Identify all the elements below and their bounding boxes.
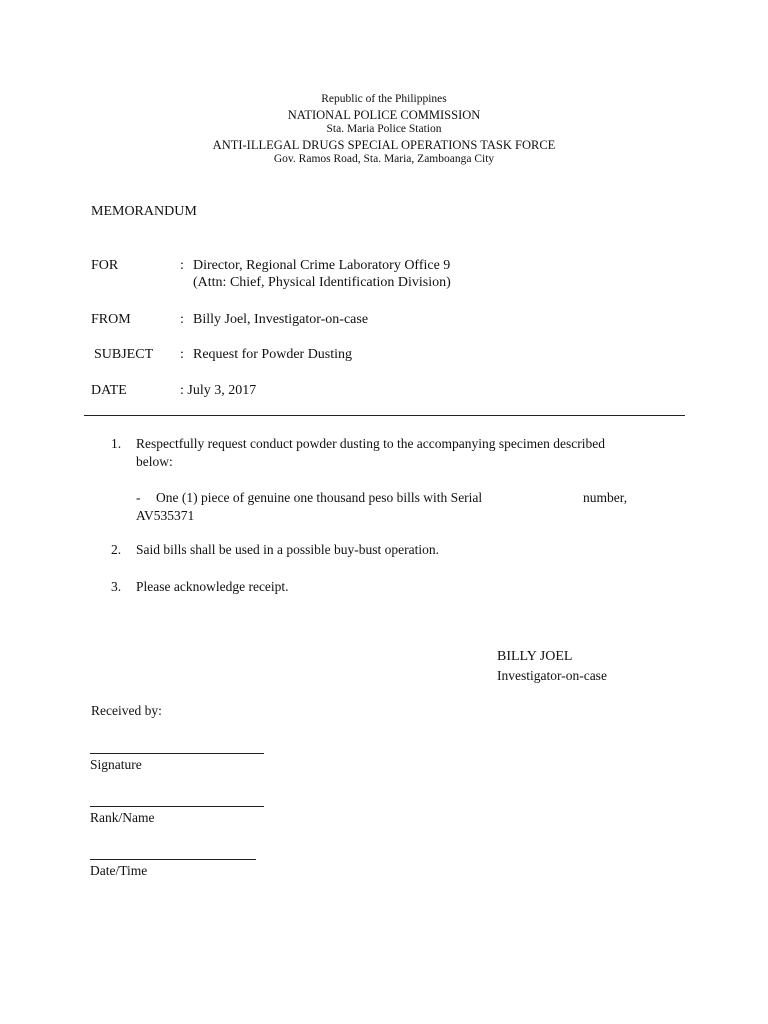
for-label: FOR bbox=[91, 258, 119, 273]
item-1-line-2: below: bbox=[136, 454, 173, 469]
bullet-text: One (1) piece of genuine one thousand peso bills with Serial bbox=[156, 490, 483, 505]
from-label: FROM bbox=[91, 312, 131, 327]
date-value: : July 3, 2017 bbox=[180, 383, 257, 398]
item-2-text: Said bills shall be used in a possible buy-bust operation. bbox=[136, 542, 439, 557]
from-value: Billy Joel, Investigator-on-case bbox=[193, 312, 369, 327]
date-time-line bbox=[90, 859, 256, 860]
date-time-label: Date/Time bbox=[90, 863, 148, 878]
received-by-label: Received by: bbox=[91, 703, 162, 718]
bullet-serial: AV535371 bbox=[136, 508, 195, 523]
signature-line bbox=[90, 753, 264, 754]
item-1-number: 1. bbox=[111, 436, 122, 451]
item-2-number: 2. bbox=[111, 542, 122, 557]
item-1-line-1: Respectfully request conduct powder dusting to the accompanying specimen described bbox=[136, 436, 605, 451]
bullet-trail: number, bbox=[583, 490, 628, 505]
for-attn: (Attn: Chief, Physical Identification Division) bbox=[193, 275, 451, 290]
subject-value: Request for Powder Dusting bbox=[193, 347, 353, 362]
rank-name-line bbox=[90, 806, 264, 807]
subject-label: SUBJECT bbox=[94, 347, 154, 362]
item-3-text: Please acknowledge receipt. bbox=[136, 579, 289, 594]
item-3-number: 3. bbox=[111, 579, 122, 594]
date-label: DATE bbox=[91, 383, 127, 398]
header-divider bbox=[84, 415, 685, 416]
memo-title: MEMORANDUM bbox=[91, 204, 197, 219]
for-colon: : bbox=[180, 258, 184, 273]
signature-label: Signature bbox=[90, 757, 142, 772]
from-colon: : bbox=[180, 312, 184, 327]
header-commission: NATIONAL POLICE COMMISSION bbox=[287, 108, 481, 122]
signatory-title: Investigator-on-case bbox=[497, 668, 607, 683]
header-address: Gov. Ramos Road, Sta. Maria, Zamboanga City bbox=[273, 153, 495, 165]
header-station: Sta. Maria Police Station bbox=[326, 123, 442, 135]
subject-colon: : bbox=[180, 347, 184, 362]
header-task-force: ANTI-ILLEGAL DRUGS SPECIAL OPERATIONS TASK FORCE bbox=[212, 138, 556, 152]
header-republic: Republic of the Philippines bbox=[321, 93, 447, 105]
bullet-dash: - bbox=[136, 490, 141, 505]
signatory-name: BILLY JOEL bbox=[497, 649, 573, 664]
for-value: Director, Regional Crime Laboratory Office 9 bbox=[193, 258, 451, 273]
rank-name-label: Rank/Name bbox=[90, 810, 155, 825]
